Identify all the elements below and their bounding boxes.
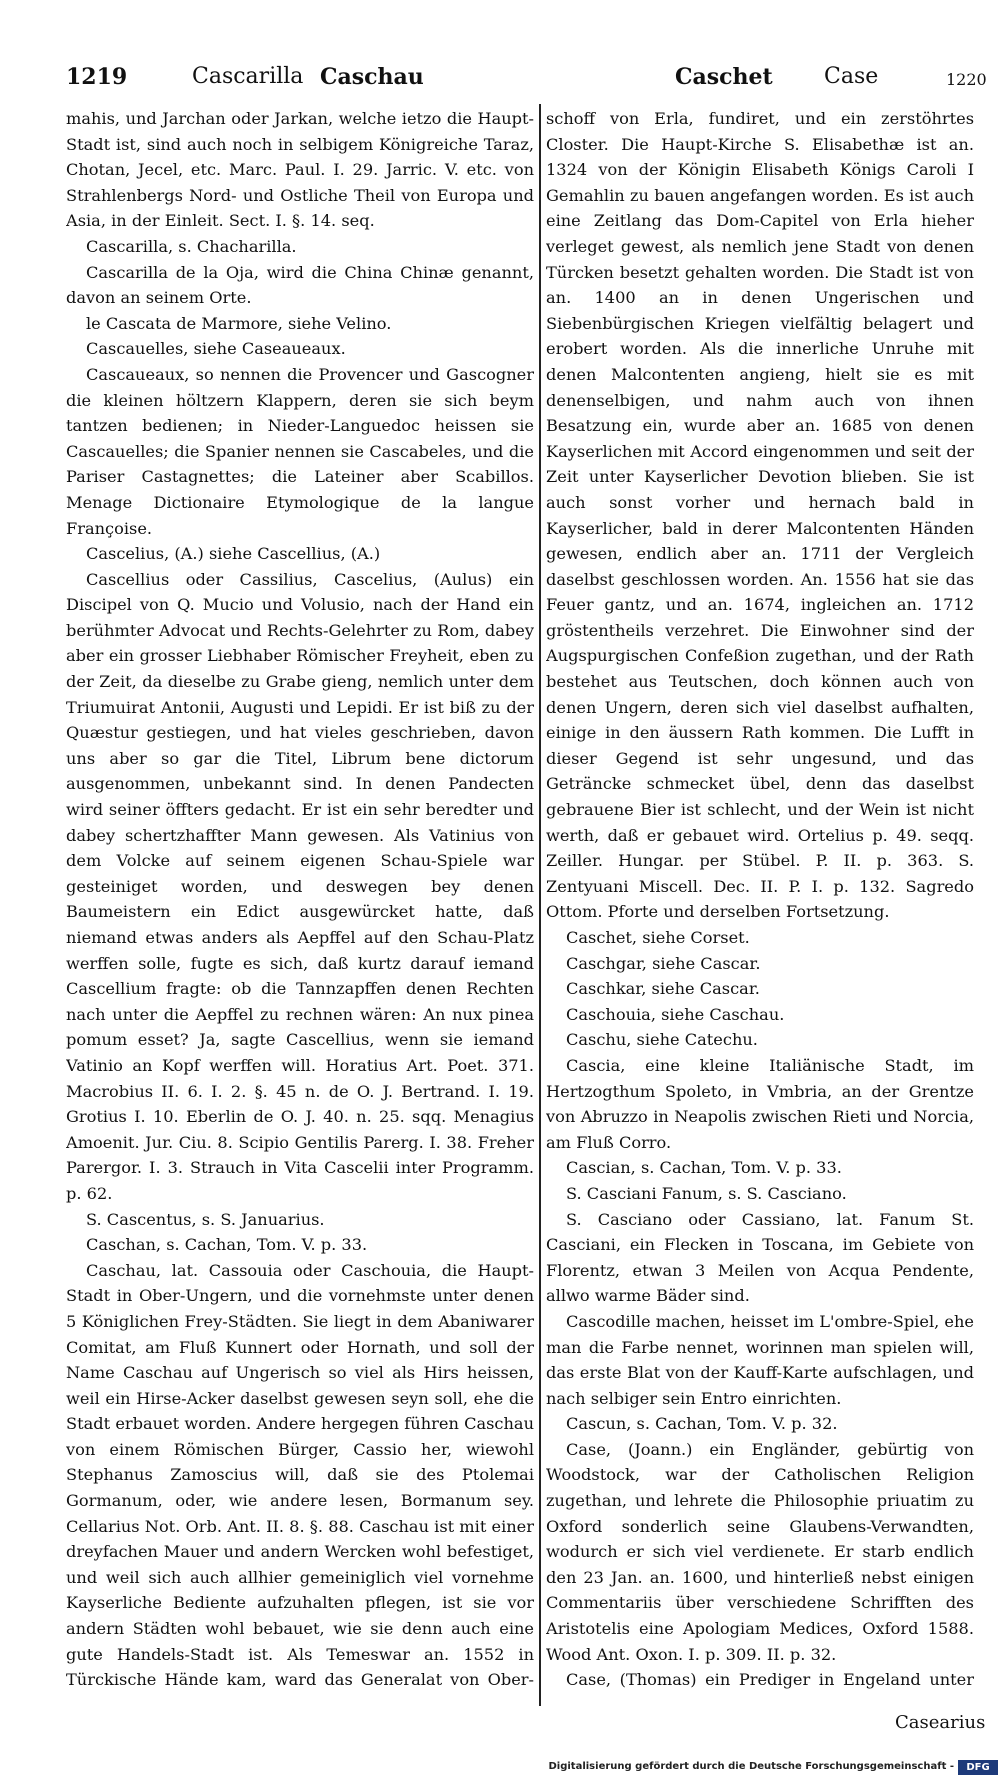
entry-paragraph: Cascarilla, s. Chacharilla. [86, 236, 297, 256]
entry-paragraph: Caschan, s. Cachan, Tom. V. p. 33. [86, 1235, 368, 1255]
entry-paragraph: Cascelius, (A.) siehe Cascellius, (A.) [86, 544, 381, 564]
entry-paragraph: Caschouia, siehe Caschau. [566, 1004, 785, 1024]
entry-paragraph: Caschau, lat. Cassouia oder Caschouia, die Haupt-Stadt in Ober-Ungern, und die vornehmste unter denen 5 Königlichen Frey-Städten. Sie liegt in dem Abaniwarer Comitat, am Fluß Kunnert oder Hornath, und soll der Name Caschau auf Ungerisch so viel als Hirs heissen, weil ein Hirse-Acker daselbst gewesen seyn soll, ehe die Stadt erbauet worden. Andere hergegen führen Caschau von einem Römischen Bürger, Cassio her, wiewohl Stephanus Zamoscius will, daß sie des Ptolemai Gormanum, oder, wie andere lesen, Bormanum sey. Cellarius Not. Orb. Ant. II. 8. §. 88. Caschau ist mit einer dreyfachen Mauer und andern Wercken wohl befestiget, und weil sich auch allhier gemeiniglich viel vornehme Kayserliche Bediente aufzuhalten pflegen, ist sie vor andern Städten wohl bebauet, wie sie denn auch eine gute Handels-Stadt ist. Als Temeswar an. 1552 in Türckische Hände kam, ward das Generalat von Ober- [66, 1260, 534, 1690]
entry-paragraph: S. Cascentus, s. S. Januarius. [86, 1209, 325, 1229]
left-text-column [66, 106, 534, 1696]
page-number-right: 1220 [946, 70, 987, 89]
entry-paragraph: Cascian, s. Cachan, Tom. V. p. 33. [566, 1158, 842, 1178]
catchword: Casearius [895, 1712, 986, 1733]
entry-paragraph: Cascun, s. Cachan, Tom. V. p. 32. [566, 1414, 838, 1434]
entry-paragraph: Case, (Joann.) ein Engländer, gebürtig von Woodstock, war der Catholischen Religion zugethan, und lehrete die Philosophie priuatim zu Oxford sonderlich seine Glaubens-Verwandten, wodurch er sich viel verdienete. Er starb endlich den 23 Jan. an. 1600, und hinterließ nebst einigen Commentariis über verschiedene Schrifften des Aristotelis eine Apologiam Medices, Oxford 1588. Wood Ant. Oxon. I. p. 309. II. p. 32. [546, 1439, 974, 1664]
entry-paragraph: Case, (Thomas) ein Prediger in Engeland unter [566, 1670, 974, 1690]
column-divider [539, 104, 541, 1706]
dfg-logo: DFG [958, 1760, 998, 1775]
page-number-left: 1219 [66, 64, 128, 90]
entry-paragraph: schoff von Erla, fundiret, und ein zerstöhrtes Closter. Die Haupt-Kirche S. Elisabethæ ist an. 1324 von der Königin Elisabeth Königs Caroli I Gemahlin zu bauen angefangen worden. Es ist auch eine Zeitlang das Dom-Capitel von Erla hieher verleget gewest, als nemlich jene Stadt von denen Türcken besetzt gehalten worden. Die Stadt ist von an. 1400 an in denen Ungerischen und Siebenbürgischen Kriegen vielfältig belagert und erobert worden. Als die innerliche Unruhe mit denen Malcontenten angieng, hielt sie es mit denenselbigen, und nahm auch von ihnen Besatzung ein, wurde aber an. 1685 von denen Kayserlichen mit Accord eingenommen und seit der Zeit unter Kayserlicher Devotion blieben. Sie ist auch sonst vorher und hernach bald in Kayserlicher, bald in derer Malcontenten Händen gewesen, endlich aber an. 1711 der Vergleich daselbst geschlossen worden. An. 1556 hat sie das Feuer gantz, und an. 1674, ingleichen an. 1712 gröstentheils verzehret. Die Einwohner sind der Augspurgischen Confeßion zugethan, und der Rath bestehet aus Teutschen, doch können auch von denen Ungern, deren sich viel daselbst aufhalten, einige in den äussern Rath kommen. Die Lufft in dieser Gegend ist sehr ungesund, und das Geträncke schmecket übel, denn das daselbst gebrauene Bier ist schlecht, und der Wein ist nicht werth, daß er gebauet wird. Ortelius p. 49. seqq. Zeiller. Hungar. per Stübel. P. II. p. 363. S. Zentyuani Miscell. Dec. II. P. I. p. 132. Sagredo Ottom. Pforte und derselben Fortsetzung. [546, 109, 974, 922]
running-head-left-2: Caschau [320, 64, 424, 90]
running-head-right-2: Case [824, 64, 879, 89]
entry-paragraph: S. Casciani Fanum, s. S. Casciano. [566, 1183, 847, 1203]
entry-paragraph: le Cascata de Marmore, siehe Velino. [86, 313, 392, 333]
entry-paragraph: mahis, und Jarchan oder Jarkan, welche ietzo die Haupt-Stadt ist, sind auch noch in selbigem Königreiche Taraz, Chotan, Jecel, etc. Marc. Paul. I. 29. Jarric. V. etc. von Strahlenbergs Nord- und Ostliche Theil von Europa und Asia, in der Einleit. Sect. I. §. 14. seq. [66, 109, 534, 231]
entry-paragraph: Cascarilla de la Oja, wird die China Chinæ genannt, davon an seinem Orte. [66, 262, 534, 308]
entry-paragraph: S. Casciano oder Cassiano, lat. Fanum St. Casciani, ein Flecken in Toscana, im Gebiete von Florentz, etwan 3 Meilen von Acqua Pendente, allwo warme Bäder sind. [546, 1209, 974, 1306]
page-header [0, 64, 1000, 100]
entry-paragraph: Caschgar, siehe Cascar. [566, 953, 761, 973]
running-head-right-1: Caschet [675, 64, 773, 90]
entry-paragraph: Caschkar, siehe Cascar. [566, 979, 760, 999]
entry-paragraph: Cascodille machen, heisset im L'ombre-Spiel, ehe man die Farbe nennet, worinnen man spielen will, das erste Blat von der Kauff-Karte aufschlagen, und nach selbiger sein Entro einrichten. [546, 1311, 974, 1408]
entry-paragraph: Cascaueaux, so nennen die Provencer und Gascogner die kleinen höltzern Klappern, deren sie sich beym tantzen bedienen; in Nieder-Languedoc heissen sie Cascauelles; die Spanier nennen sie Cascabeles, und die Pariser Castagnettes; die Lateiner aber Scabillos. Menage Dictionaire Etymologique de la langue Françoise. [66, 364, 534, 538]
entry-paragraph: Caschet, siehe Corset. [566, 928, 750, 947]
running-head-left-1: Cascarilla [192, 64, 304, 89]
entry-paragraph: Caschu, siehe Catechu. [566, 1030, 758, 1050]
footer-credit: Digitalisierung gefördert durch die Deutsche Forschungsgemeinschaft - [548, 1761, 954, 1772]
entry-paragraph: Cascellius oder Cassilius, Cascelius, (Aulus) ein Discipel von Q. Mucio und Volusio, nach der Hand ein berühmter Advocat und Rechts-Gelehrter zu Rom, dabey aber ein grosser Liebhaber Römischer Freyheit, eben zu der Zeit, da dieselbe zu Grabe gieng, nemlich unter dem Triumuirat Antonii, Augusti und Lepidi. Er ist biß zu der Quæstur gestiegen, und hat vieles geschrieben, davon uns aber so gar die Titel, Librum bene dictorum ausgenommen, unbekannt sind. In denen Pandecten wird seiner öffters gedacht. Er ist ein sehr beredter und dabey schertzhaffter Mann gewesen. Als Vatinius von dem Volcke auf seinem eigenen Schau-Spiele war gesteiniget worden, und deswegen bey denen Baumeistern ein Edict ausgewürcket hatte, daß niemand etwas anders als Aepffel auf den Schau-Platz werffen solle, fugte es sich, daß kurtz darauf iemand Cascellium fragte: ob die Tannzapffen denen Rechten nach unter die Aepffel zu rechnen wären: An nux pinea pomum esset? Ja, sagte Cascellius, wenn sie iemand Vatinio an Kopf werffen will. Horatius Art. Poet. 371. Macrobius II. 6. I. 2. §. 45 n. de O. J. Bertrand. I. 19. Grotius I. 10. Eberlin de O. J. 40. n. 25. sqq. Menagius Amoenit. Jur. Ciu. 8. Scipio Gentilis Parerg. I. 38. Freher Parergor. I. 3. Strauch in Vita Cascelii inter Programm. p. 62. [66, 569, 534, 1203]
digitization-footer [0, 1760, 1000, 1776]
entry-paragraph: Cascauelles, siehe Caseaueaux. [86, 339, 346, 359]
right-text-column [546, 106, 974, 1696]
entry-paragraph: Cascia, eine kleine Italiänische Stadt, im Hertzogthum Spoleto, in Vmbria, an der Grentze von Abruzzo in Neapolis zwischen Rieti und Norcia, am Fluß Corro. [546, 1055, 974, 1152]
